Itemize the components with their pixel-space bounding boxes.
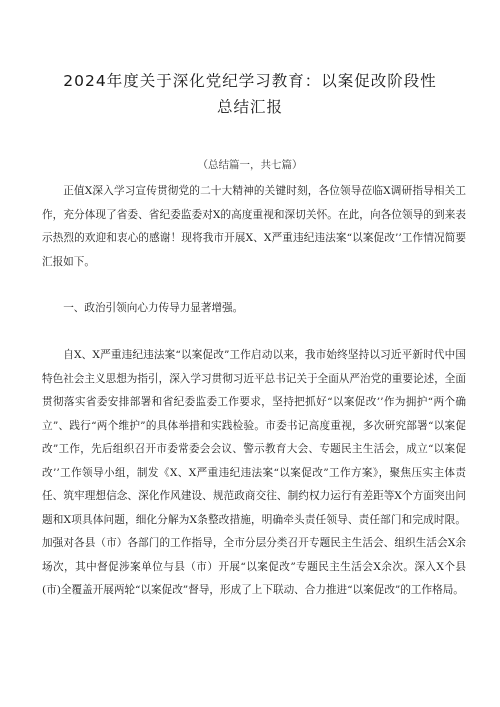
body-paragraph: 自X、X严重违纪违法案“以案促改”工作启动以来，我市始终坚持以习近平新时代中国特色社会主义思想为指引，深入学习贯彻习近平总书记关于全面从严治党的重要论述，全面贯彻落实省委安排部署和省纪委监委工作要求，坚持把抓好“以案促改’’作为拥护“两个确立”、践行“两个维护”的具体举措和实践检验。市委书记高度重视，多次研究部署“以案促改”工作，先后组织召开市委常委会会议、警示教育大会、专题民主生活会，成立“以案促改’’工作领导小组，制发《X、X严重违纪违法案“以案促改”工作方案》，聚焦压实主体责任、筑牢理想信念、深化作风建设、规范政商交往、制约权力运行有差距等X个方面突出问题和X项具体问题，细化分解为X条整改措施，明确牵头责任领导、责任部门和完成时限。加强对各县（市）各部门的工作指导，全市分层分类召开专题民主生活会、组织生活会X余场次，其中督促涉案单位与县（市）开展“以案促改”专题民主生活会X余次。深入X个县(市)全覆盖开展两轮“以案促改”督导，形成了上下联动、合力推进“以案促改”的工作格局。 (42, 349, 466, 596)
intro-paragraph: 正值X深入学习宣传贯彻党的二十大精神的关键时刻，各位领导莅临X调研指导相关工作，充分体现了省委、省纪委监委对X的高度重视和深切关怀。在此，向各位领导的到来表示热烈的欢迎和衷心的感谢！现将我市开展X、X严重违纪违法案“以案促改’’工作情况简要汇报如下。 (42, 185, 466, 268)
section-heading: 一、政治引领向心力传导力显著增强。 (63, 302, 244, 314)
document-title-line-1: 2024年度关于深化党纪学习教育：以案促改阶段性 (63, 72, 437, 90)
document-subtitle: （总结篇一，共七篇） (197, 159, 303, 171)
document-title-line-2: 总结汇报 (216, 98, 283, 116)
